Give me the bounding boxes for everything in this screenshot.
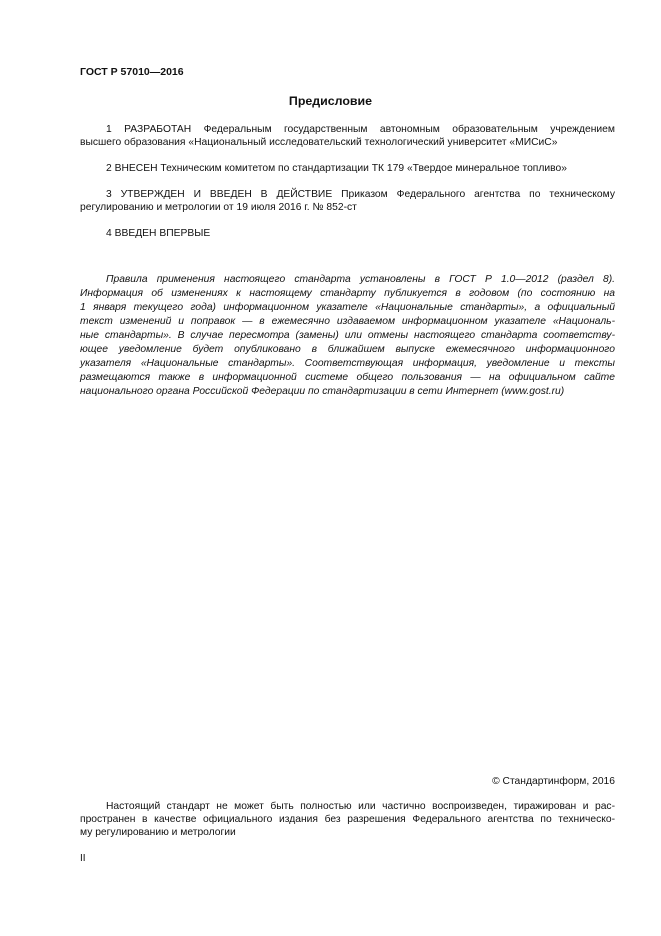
item-4-line-1: 4 ВВЕДЕН ВПЕРВЫЕ (106, 228, 211, 239)
notice-line-9: национального органа Российской Федерации по стандартизации в сети Интернет (www.gost.ru) (80, 386, 565, 397)
copyright: © Стандартинформ, 2016 (492, 776, 615, 787)
item-1-line-1: 1 РАЗРАБОТАН Федеральным государственным автономным образовательным учреждением (106, 124, 615, 135)
page-number: II (80, 853, 86, 864)
notice-line-2: Информация об изменениях к настоящему стандарту публикуется в годовом (по состоянию на (80, 288, 615, 299)
notice-line-5: ные стандарты». В случае пересмотра (замены) или отмены настоящего стандарта соответству- (80, 330, 615, 341)
item-3-line-2: регулированию и метрологии от 19 июля 2016 г. № 852-ст (80, 202, 357, 213)
footer-line-2: пространен в качестве официального издания без разрешения Федерального агентства по техническо- (80, 814, 615, 825)
item-2-line-1: 2 ВНЕСЕН Техническим комитетом по стандартизации ТК 179 «Твердое минеральное топливо» (106, 163, 567, 174)
page-title: Предисловие (288, 94, 373, 108)
notice-line-7: указателя «Национальные стандарты». Соответствующая информация, уведомление и тексты (80, 358, 615, 369)
document-header: ГОСТ Р 57010—2016 (80, 66, 184, 78)
footer-line-3: му регулированию и метрологии (80, 827, 236, 838)
notice-line-8: размещаются также в информационной системе общего пользования — на официальном сайте (80, 372, 615, 383)
notice-line-6: ющее уведомление будет опубликовано в ближайшем выпуске ежемесячного информационного (80, 344, 615, 355)
notice-line-3: 1 января текущего года) информационном указателе «Национальные стандарты», а официальный (80, 302, 615, 313)
item-1-line-2: высшего образования «Национальный исследовательский технологический университет «МИСиС» (80, 137, 558, 148)
footer-line-1: Настоящий стандарт не может быть полностью или частично воспроизведен, тиражирован и рас- (106, 801, 615, 812)
item-3-line-1: 3 УТВЕРЖДЕН И ВВЕДЕН В ДЕЙСТВИЕ Приказом Федерального агентства по техническому (106, 189, 615, 200)
notice-line-4: текст изменений и поправок — в ежемесячно издаваемом информационном указателе «Националь- (80, 316, 615, 327)
notice-line-1: Правила применения настоящего стандарта установлены в ГОСТ Р 1.0—2012 (раздел 8). (106, 274, 615, 285)
